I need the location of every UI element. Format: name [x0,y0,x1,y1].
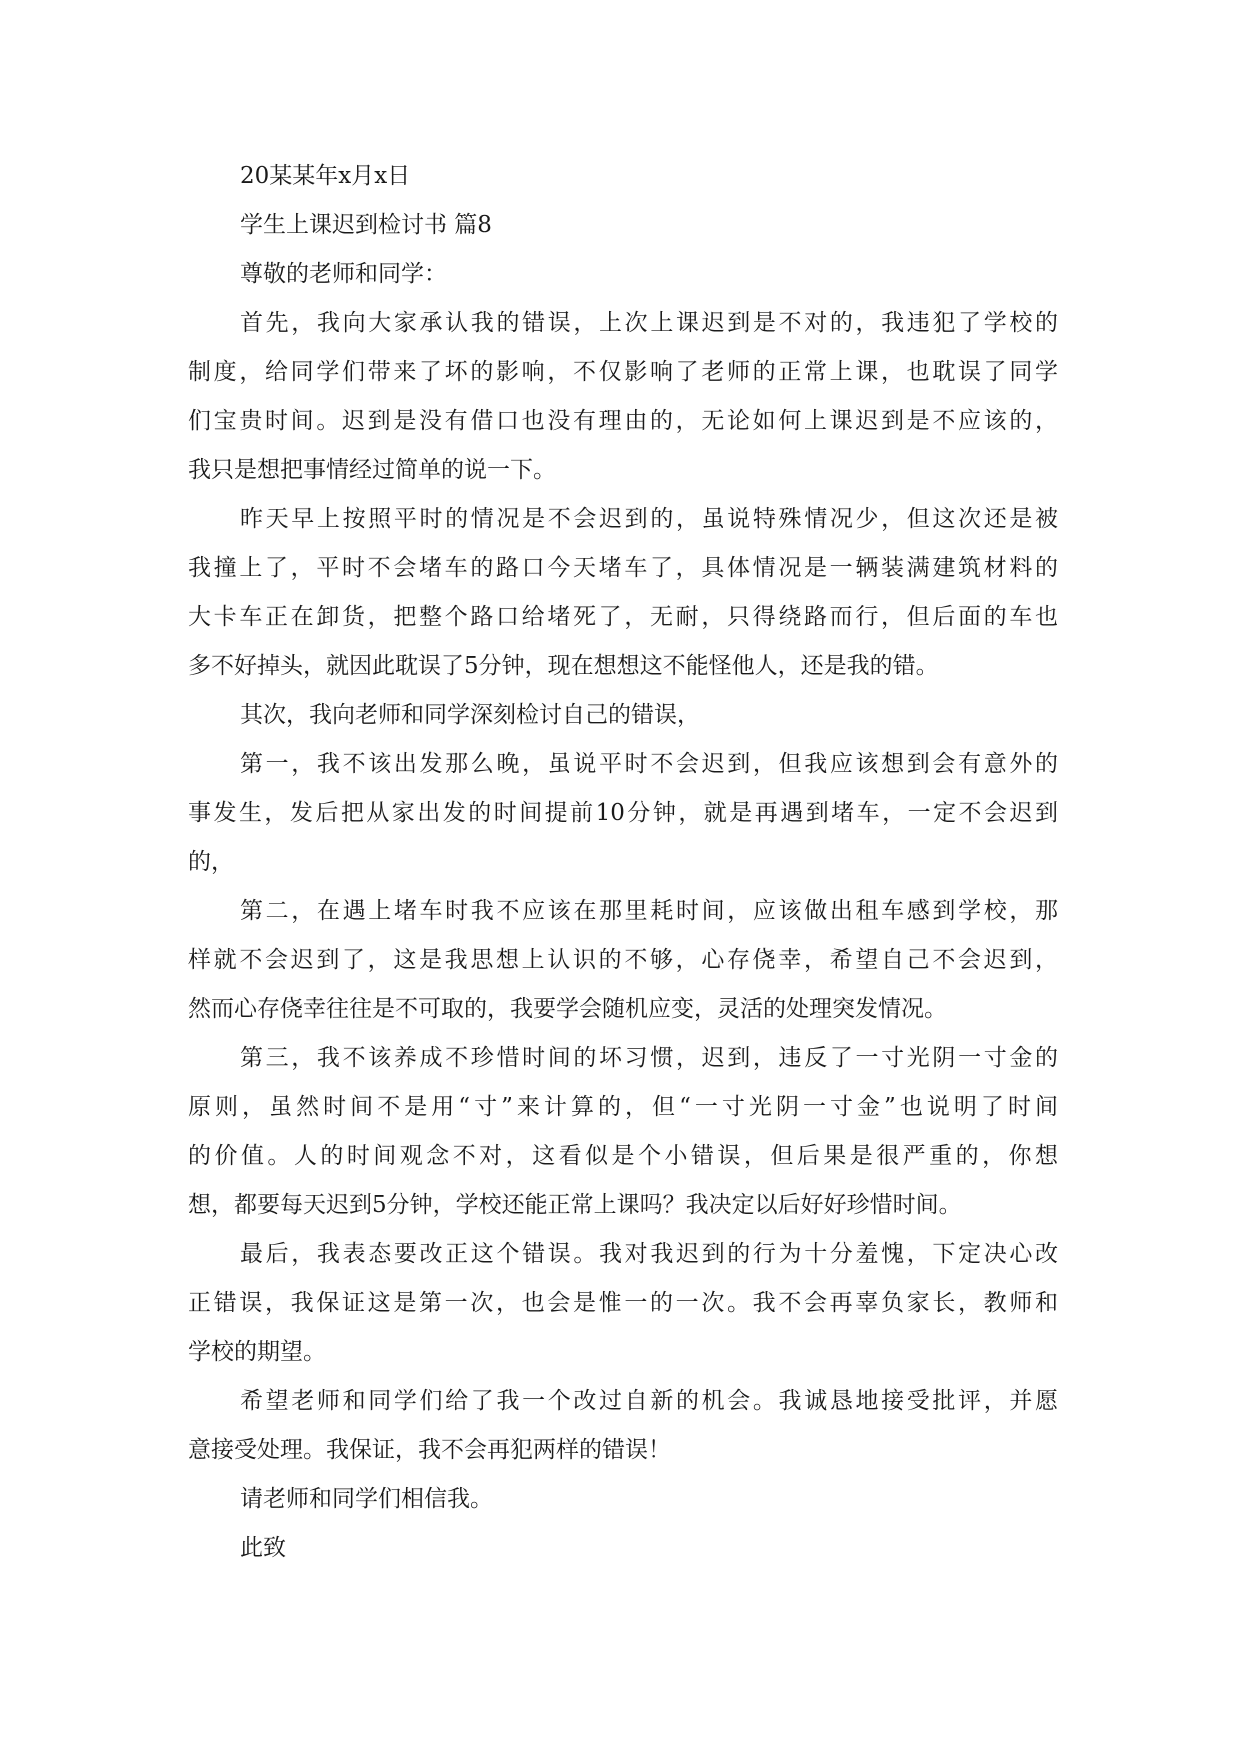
paragraph-line: 的价值。人的时间观念不对，这看似是个小错误，但后果是很严重的，你想 [188,1143,1058,1169]
paragraph-line: 事发生，发后把从家出发的时间提前10分钟，就是再遇到堵车，一定不会迟到 [188,800,1058,826]
paragraph-line: 意接受处理。我保证，我不会再犯两样的错误！ [188,1437,671,1463]
paragraph-line: 昨天早上按照平时的情况是不会迟到的，虽说特殊情况少，但这次还是被 [240,506,1058,532]
paragraph-line: 们宝贵时间。迟到是没有借口也没有理由的，无论如何上课迟到是不应该的， [188,408,1058,434]
paragraph-line: 想，都要每天迟到5分钟，学校还能正常上课吗？我决定以后好好珍惜时间。 [188,1192,962,1218]
paragraph-line: 首先，我向大家承认我的错误，上次上课迟到是不对的，我违犯了学校的 [240,310,1058,336]
document-body [188,152,1058,1573]
paragraph-line: 正错误，我保证这是第一次，也会是惟一的一次。我不会再辜负家长，教师和 [188,1290,1058,1316]
paragraph-line: 我只是想把事情经过简单的说一下。 [188,457,556,483]
paragraph-line: 我撞上了，平时不会堵车的路口今天堵车了，具体情况是一辆装满建筑材料的 [188,555,1058,581]
paragraph-line: 第二，在遇上堵车时我不应该在那里耗时间，应该做出租车感到学校，那 [240,898,1058,924]
paragraph-line: 然而心存侥幸往往是不可取的，我要学会随机应变，灵活的处理突发情况。 [188,996,947,1022]
paragraph-line: 第三，我不该养成不珍惜时间的坏习惯，迟到，违反了一寸光阴一寸金的 [240,1045,1058,1071]
paragraph-line: 第一，我不该出发那么晚，虽说平时不会迟到，但我应该想到会有意外的 [240,751,1058,777]
document-heading: 学生上课迟到检讨书 篇8 [240,212,492,238]
paragraph-line: 请老师和同学们相信我。 [240,1486,493,1512]
paragraph-line: 希望老师和同学们给了我一个改过自新的机会。我诚恳地接受批评，并愿 [240,1388,1058,1414]
date-line: 20某某年x月x日 [240,163,411,189]
closing-line: 此致 [240,1535,286,1561]
paragraph-line: 学校的期望。 [188,1339,326,1365]
paragraph-line: 制度，给同学们带来了坏的影响，不仅影响了老师的正常上课，也耽误了同学 [188,359,1058,385]
paragraph-line: 样就不会迟到了，这是我思想上认识的不够，心存侥幸，希望自己不会迟到， [188,947,1058,973]
paragraph-line: 的， [188,849,234,875]
paragraph-line: 最后，我表态要改正这个错误。我对我迟到的行为十分羞愧，下定决心改 [240,1241,1058,1267]
paragraph-line: 多不好掉头，就因此耽误了5分钟，现在想想这不能怪他人，还是我的错。 [188,653,939,679]
salutation: 尊敬的老师和同学： [240,261,447,287]
paragraph-line: 大卡车正在卸货，把整个路口给堵死了，无耐，只得绕路而行，但后面的车也 [188,604,1058,630]
paragraph-line: 其次，我向老师和同学深刻检讨自己的错误， [240,702,700,728]
paragraph-line: 原则，虽然时间不是用“寸”来计算的，但“一寸光阴一寸金”也说明了时间 [188,1094,1058,1120]
